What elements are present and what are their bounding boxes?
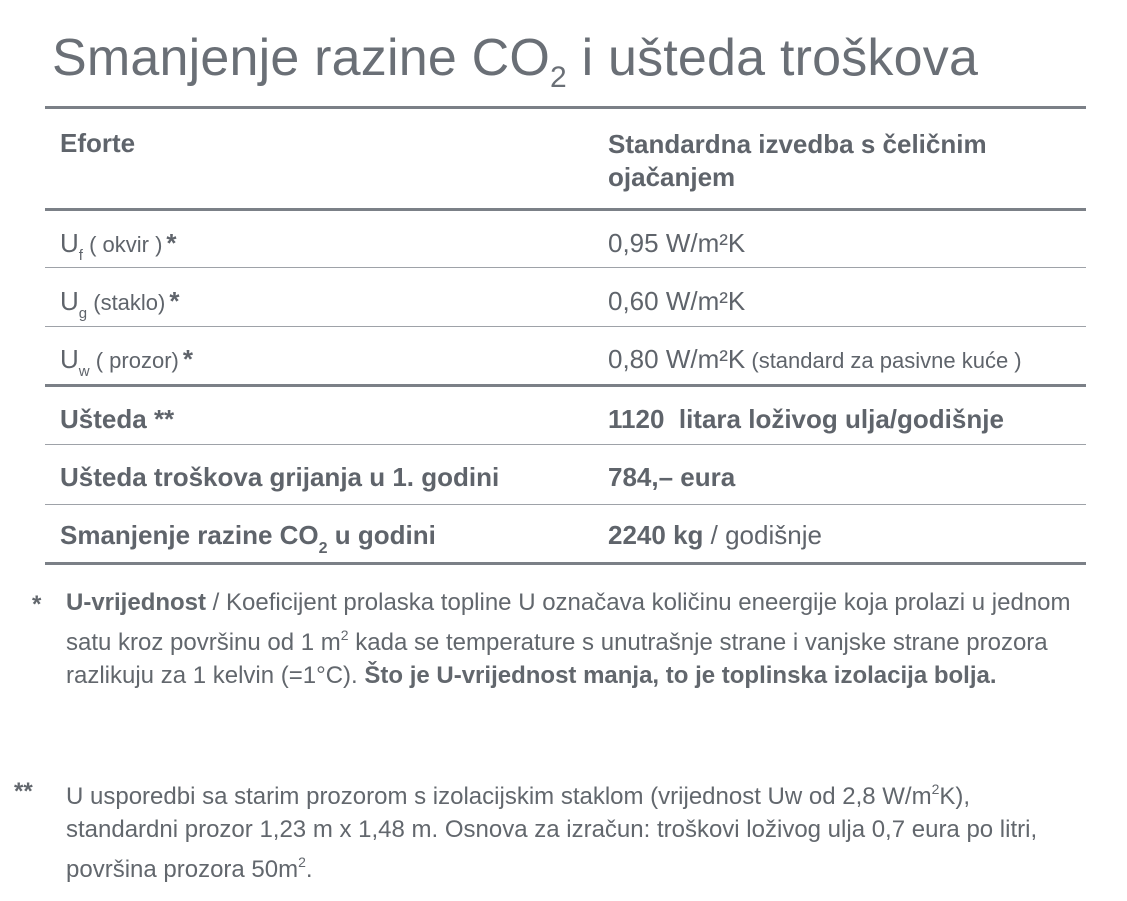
row-ug-label: $U_g$ (staklo) * — [60, 286, 180, 322]
table-top-rule — [45, 106, 1086, 109]
co2-label: Smanjenje razine $CO_2$ u godini — [60, 520, 436, 557]
footnote-u-value: * U-vrijednost / Koeficijent prolaska topline U označava količinu eneergije koja prolazi u jednom satu kroz površinu od 1 $m^2$ kada se temperature s unutrašnje strane i vanjske strane prozora razlikuju za 1 kelvin (=1°C). Što je U-vrijednost manja, to je toplinska izolacija bolja. — [32, 589, 1071, 689]
savings-label: Ušteda ** — [60, 404, 175, 434]
footnote-savings-basis: ** U usporedbi sa starim prozorom s izolacijskim staklom (vrijednost Uw od 2,8 $W/m^2K$), standardni prozor 1,23 m x 1,48 m. Osnova za izračun: troškovi loživog ulja 0,7 eura po litri, površina prozora $50m^2$. — [14, 778, 1038, 883]
table-bottom-rule — [45, 562, 1086, 565]
row-ug-value: 0,60 W/m²K — [608, 286, 746, 316]
header-left: Eforte — [60, 128, 136, 158]
page-title: Smanjenje razine $CO_2$ i ušteda troškova — [52, 29, 979, 94]
heating-value: 784,– eura — [608, 462, 736, 492]
row-divider — [45, 504, 1086, 505]
section-rule — [45, 384, 1086, 387]
row-divider — [45, 267, 1086, 268]
header-rule — [45, 208, 1086, 211]
header-right: Standardna izvedba s čeličnim ojačanjem — [608, 129, 987, 192]
savings-value: 1120 litara loživog ulja/godišnje — [608, 404, 1004, 434]
row-uf-label: $U_f$ ( okvir ) * — [60, 228, 177, 264]
row-uw-label: $U_w$ ( prozor) * — [60, 344, 193, 380]
row-uf-value: 0,95 W/m²K — [608, 228, 746, 258]
co2-value: 2240 kg / godišnje — [608, 520, 822, 550]
row-uw-value: 0,80 W/m²K (standard za pasivne kuće ) — [608, 344, 1022, 374]
heating-label: Ušteda troškova grijanja u 1. godini — [60, 462, 500, 492]
row-divider — [45, 444, 1086, 445]
row-divider — [45, 326, 1086, 327]
